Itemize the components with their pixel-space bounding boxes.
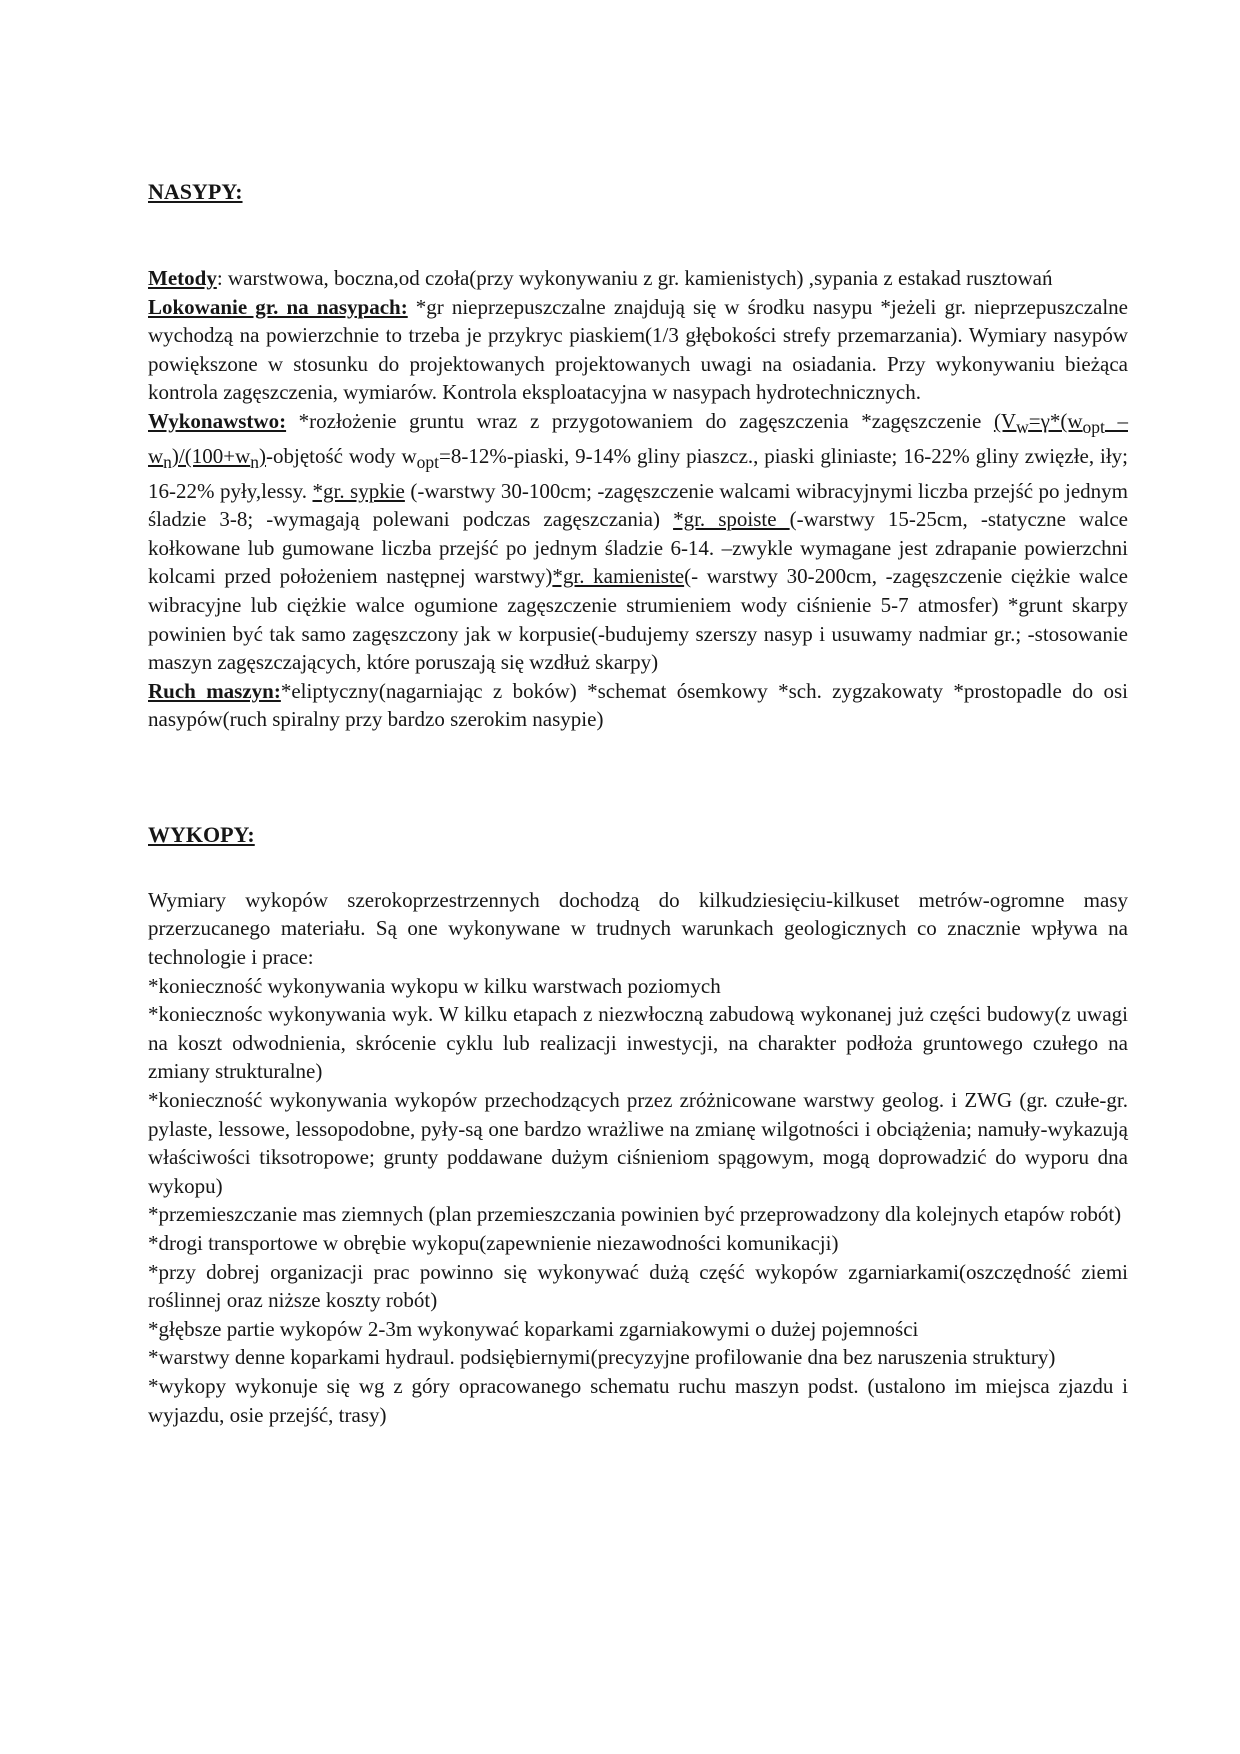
label-lokowanie: Lokowanie gr. na nasypach: xyxy=(148,294,408,319)
section-heading-nasypy: NASYPY: xyxy=(148,179,243,204)
formula-part: )/(100+w xyxy=(171,443,251,468)
paragraph-lokowanie xyxy=(148,293,1128,407)
paragraph-ruch-maszyn xyxy=(148,677,1128,734)
paragraph-wykopy-intro: Wymiary wykopów szerokoprzestrzennych dochodzą do kilkudziesięciu-kilkuset metrów-ogromne masy przerzucanego materiału. Są one wykonywane w trudnych warunkach geologicznych co znacznie wpływa na technologie i prace: xyxy=(148,887,1128,970)
list-item: *przemieszczanie mas ziemnych (plan przemieszczania powinien być przeprowadzony dla kolejnych etapów robót) xyxy=(148,1202,1122,1227)
list-item: *konieczność wykonywania wykopów przechodzących przez zróżnicowane warstwy geolog. i ZWG (gr. czułe-gr. pylaste, lessowe, lessopodobne, pyły-są one bardzo wrażliwe na zmianę wilgotności i obciążenia; namuły-wykazują właściwości tiksotropowe; grunty poddawane dużym ciśnieniom spągowym, mogą doprowadzić do wyporu dna wykopu) xyxy=(148,1088,1128,1198)
list-item: *warstwy denne koparkami hydraul. podsiębiernymi(precyzyjne profilowanie dna bez naruszenia struktury) xyxy=(148,1345,1056,1370)
text-kamieniste: (- warstwy 30-200cm, -zagęszczenie ciężkie walce wibracyjne lub ciężkie walce ogumione zagęszczenie strumieniem wody ciśnienie 5-7 atmosfer) *grunt skarpy powinien być tak samo zagęszczony jak w korpusie(-budujemy szerszy nasyp i usuwamy nadmiar gr.; -stosowanie maszyn zagęszczających, które poruszają się wzdłuż skarpy) xyxy=(148,564,1128,675)
section-heading-wykopy: WYKOPY: xyxy=(148,821,255,847)
document-page xyxy=(148,178,1128,1429)
spacer xyxy=(148,206,1128,264)
formula-part: =γ*(w xyxy=(1028,408,1083,433)
label-metody: Metody xyxy=(148,266,217,290)
label-wykonawstwo: Wykonawstwo: xyxy=(148,408,287,433)
formula-part: (V xyxy=(993,408,1017,433)
list-item: *drogi transportowe w obrębie wykopu(zapewnienie niezawodności komunikacji) xyxy=(148,1231,839,1255)
spacer xyxy=(148,849,1128,886)
spacer xyxy=(148,734,1128,821)
label-kamieniste: *gr. kamieniste xyxy=(552,564,685,589)
label-ruch-maszyn: Ruch maszyn: xyxy=(148,678,281,703)
text-spoiste: (-warstwy 15-25cm, -statyczne walce kołkowane lub gumowane liczba przejść po jednym śladzie 6-14. –zwykle wymagane jest zdrapanie powierzchni kolcami przed położeniem następnej warstwy) xyxy=(148,507,1128,589)
label-spoiste: *gr. spoiste xyxy=(673,507,790,532)
formula-part: ) xyxy=(259,443,267,468)
text-metody: : warstwowa, boczna,od czoła(przy wykonywaniu z gr. kamienistych) ,sypania z estakad rusztowań xyxy=(216,266,1053,290)
label-sypkie: *gr. sypkie xyxy=(312,478,405,503)
text-wykonawstwo-2: -objętość wody w xyxy=(266,443,417,468)
formula-sub: n xyxy=(250,451,260,472)
list-item: *głębsze partie wykopów 2-3m wykonywać koparkami zgarniakowymi o dużej pojemności xyxy=(148,1316,919,1341)
formula-sub: opt xyxy=(1082,417,1105,438)
text-sypkie: (-warstwy 30-100cm; -zagęszczenie walcami wibracyjnymi liczba przejść po jednym śladzie 3-8; -wymagają polewani podczas zagęszczania) xyxy=(148,478,1128,532)
text-wykonawstwo-1: *rozłożenie gruntu wraz z przygotowaniem do zagęszczenia *zagęszczenie xyxy=(286,408,994,433)
text-wykonawstwo-3: =8-12%-piaski, 9-14% gliny piaszcz., piaski gliniaste; 16-22% gliny zwięzłe, iły; 16-22% pyły,lessy. xyxy=(148,443,1129,503)
list-item: *koniecznośc wykonywania wyk. W kilku etapach z niezwłoczną zabudową wykonanej już części budowy(z uwagi na koszt odwodnienia, skrócenie cyklu lub realizacji inwestycji, na charakter podłoża gruntowego czułego na zmiany strukturalne) xyxy=(148,1002,1128,1084)
list-item: *przy dobrej organizacji prac powinno się wykonywać dużą część wykopów zgarniarkami(oszczędność ziemi roślinnej oraz niższe koszty robót) xyxy=(148,1259,1128,1313)
formula-part: –w xyxy=(148,408,1128,468)
formula-sub: w xyxy=(1016,417,1029,438)
list-item: *wykopy wykonuje się wg z góry opracowanego schematu ruchu maszyn podst. (ustalono im miejsca zjazdu i wyjazdu, osie przejść, trasy) xyxy=(148,1373,1128,1427)
paragraph-wykonawstwo xyxy=(148,407,1128,677)
wopt-sub: opt xyxy=(416,451,440,472)
text-lokowanie: *gr nieprzepuszczalne znajdują się w środku nasypu *jeżeli gr. nieprzepuszczalne wychodzą na powierzchnie to trzeba je przykryc piaskiem(1/3 głębokości strefy przemarzania). Wymiary nasypów powiększone w stosunku do projektowanych projektowanych uwagi na osiadania. Przy wykonywaniu bieżąca kontrola zagęszczenia, wymiarów. Kontrola eksploatacyjna w nasypach hydrotechnicznych. xyxy=(148,294,1128,405)
formula-sub: n xyxy=(163,451,172,472)
paragraph-metody xyxy=(148,264,1128,293)
text-ruch-maszyn: *eliptyczny(nagarniając z boków) *schemat ósemkowy *sch. zygzakowaty *prostopadle do osi nasypów(ruch spiralny przy bardzo szerokim nasypie) xyxy=(148,678,1128,732)
list-item: *konieczność wykonywania wykopu w kilku warstwach poziomych xyxy=(148,973,721,998)
